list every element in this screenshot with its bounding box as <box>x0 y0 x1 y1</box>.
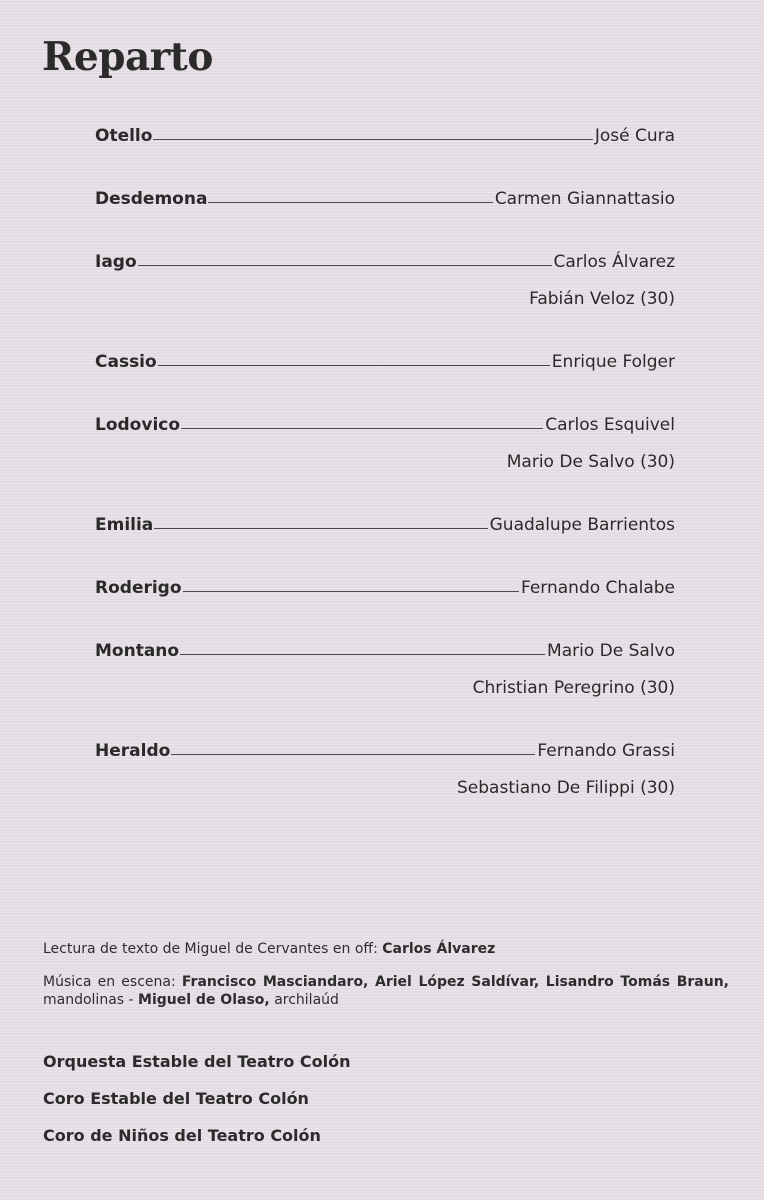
performer-name: Mario De Salvo <box>547 641 675 661</box>
cast-line <box>95 578 675 602</box>
performer-name: Guadalupe Barrientos <box>489 515 675 535</box>
cast-line <box>95 126 675 150</box>
alternate-performer: Sebastiano De Filippi (30) <box>457 778 675 798</box>
cast-line <box>95 352 675 376</box>
credits-notes <box>43 940 729 1024</box>
music-instrument-1: mandolinas - <box>43 992 134 1008</box>
dotted-leader <box>153 139 592 140</box>
role-name: Heraldo <box>95 741 171 761</box>
ensemble-orchestra: Orquesta Estable del Teatro Colón <box>43 1052 351 1071</box>
cast-entry-heraldo <box>95 741 675 802</box>
cast-line <box>95 515 675 539</box>
dotted-leader <box>158 365 550 366</box>
dotted-leader <box>154 528 487 529</box>
alternate-performer: Christian Peregrino (30) <box>472 678 675 698</box>
cast-entry-emilia <box>95 515 675 539</box>
alternate-performer: Fabián Veloz (30) <box>529 289 675 309</box>
music-instrument-2: archilaúd <box>274 992 339 1008</box>
cast-entry-iago <box>95 252 675 313</box>
cast-line <box>95 415 675 439</box>
role-name: Otello <box>95 126 153 146</box>
performer-name: Enrique Folger <box>551 352 675 372</box>
ensemble-children-choir: Coro de Niños del Teatro Colón <box>43 1126 321 1145</box>
cast-line <box>95 641 675 665</box>
ensemble-choir: Coro Estable del Teatro Colón <box>43 1089 309 1108</box>
cast-entry-desdemona <box>95 189 675 213</box>
role-name: Roderigo <box>95 578 182 598</box>
role-name: Iago <box>95 252 137 272</box>
performer-name: Carlos Esquivel <box>545 415 675 435</box>
cast-line <box>95 252 675 276</box>
music-name-2: Miguel de Olaso, <box>138 992 270 1008</box>
dotted-leader <box>208 202 492 203</box>
cast-entry-montano <box>95 641 675 702</box>
dotted-leader <box>181 428 543 429</box>
reading-credit <box>43 940 729 958</box>
music-label: Música en escena: <box>43 974 176 990</box>
music-credit <box>43 973 729 1009</box>
role-name: Lodovico <box>95 415 181 435</box>
cast-entry-otello <box>95 126 675 150</box>
reading-label: Lectura de texto de Miguel de Cervantes en off: <box>43 941 378 957</box>
role-name: Cassio <box>95 352 157 372</box>
reading-name: Carlos Álvarez <box>382 941 496 957</box>
cast-entry-lodovico <box>95 415 675 476</box>
music-names: Francisco Masciandaro, Ariel López Saldívar, Lisandro Tomás Braun, <box>181 974 730 990</box>
performer-name: Carmen Giannattasio <box>494 189 675 209</box>
role-name: Montano <box>95 641 180 661</box>
dotted-leader <box>180 654 545 655</box>
performer-name: José Cura <box>594 126 675 146</box>
performer-name: Fernando Grassi <box>537 741 675 761</box>
role-name: Desdemona <box>95 189 208 209</box>
dotted-leader <box>171 754 535 755</box>
cast-entry-cassio <box>95 352 675 376</box>
dotted-leader <box>138 265 552 266</box>
role-name: Emilia <box>95 515 154 535</box>
dotted-leader <box>183 591 519 592</box>
performer-name: Fernando Chalabe <box>520 578 675 598</box>
cast-line <box>95 741 675 765</box>
ensembles-list <box>43 1052 350 1163</box>
cast-entry-roderigo <box>95 578 675 602</box>
cast-line <box>95 189 675 213</box>
page-title: Reparto <box>42 34 213 80</box>
performer-name: Carlos Álvarez <box>553 252 675 272</box>
cast-list <box>95 126 675 841</box>
alternate-performer: Mario De Salvo (30) <box>506 452 675 472</box>
